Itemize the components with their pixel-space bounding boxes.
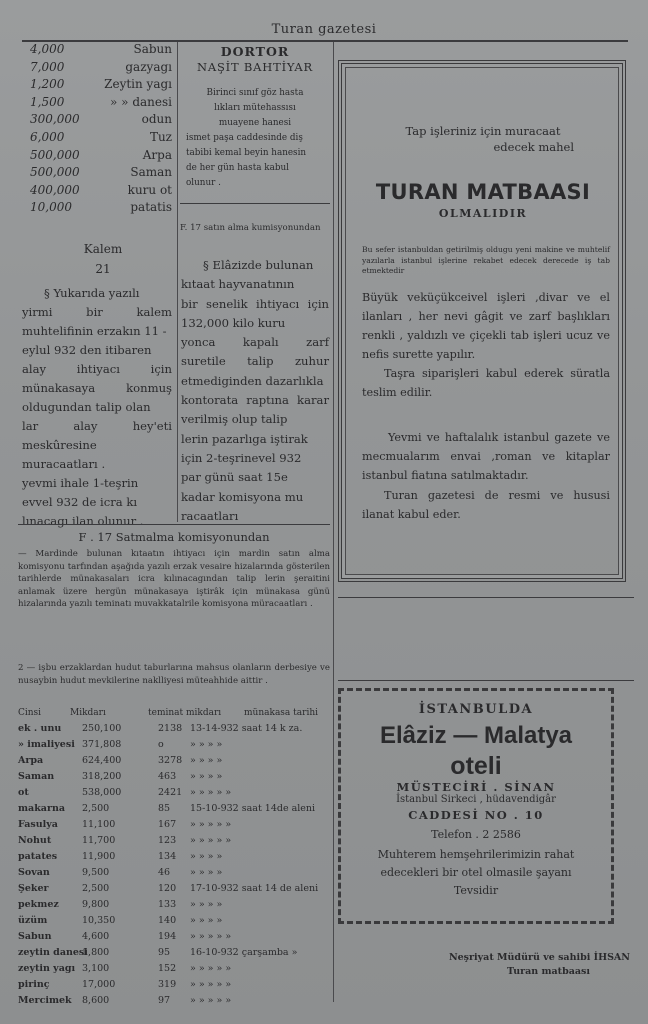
price-amount: 300,000 [30,112,80,127]
table-cell-tarih: » » » » [190,755,223,766]
price-item: Tuz [149,130,172,144]
table-cell-mikdar: 2,500 [82,803,110,814]
f17a-heading: F. 17 satın alma kumisyonundan [180,223,321,233]
kalem-line: § Yukarıda yazılı [44,286,140,300]
table-cell-cinsi: Sovan [18,867,50,878]
hotel-phone: Telefon . 2 2586 [431,828,521,841]
doctor-rule [180,203,330,204]
price-row [22,42,174,59]
table-cell-cinsi: ek . unu [18,723,62,734]
section-rule [18,524,330,525]
table-cell-cinsi: Şeker [18,883,49,894]
table-cell-mikdar: 11,700 [82,835,116,846]
table-cell-cinsi: patates [18,851,58,862]
table-cell-mikdar: 4,600 [82,931,110,942]
f17a-line: § Elâzizde bulunan [203,258,314,272]
doctor-name: NAŞİT BAHTİYAR [197,60,313,74]
price-amount: 500,000 [30,147,80,162]
table-row [18,803,330,818]
table-row [18,963,330,978]
table-row [18,931,330,946]
table-cell-teminat: 97 [158,995,171,1006]
table-cell-cinsi: » imaliyesi [18,739,75,750]
table-cell-teminat: 134 [158,851,177,862]
hotel-address-1: İstanbul Sirkeci , hüdavendigâr [396,794,556,805]
table-cell-tarih: » » » » » [190,963,232,974]
table-cell-tarih: 17-10-932 saat 14 de aleni [190,883,319,894]
table-row [18,739,330,754]
hotel-owner: MÜSTECİRİ . SİNAN [396,780,556,794]
doctor-line: muayene hanesi [218,118,292,128]
column-divider-middle [333,42,334,1002]
table-cell-teminat: 95 [158,947,171,958]
price-item: odun [141,112,172,127]
table-cell-tarih: » » » » [190,851,223,862]
table-cell-cinsi: makarna [18,803,66,814]
table-cell-mikdar: 371,808 [82,739,122,750]
f17a-line: kadar komisyona mu [181,489,304,504]
price-amount: 4,000 [30,42,65,56]
table-cell-mikdar: 2,500 [82,883,110,894]
table-cell-teminat: o [158,739,164,750]
table-cell-teminat: 319 [158,979,177,990]
matbaa-sub: OLMALIDIR [438,207,528,220]
table-cell-mikdar: 11,100 [82,819,116,830]
table-cell-teminat: 3278 [158,755,183,766]
table-row [18,755,330,770]
table-cell-tarih: » » » » [190,915,223,926]
table-cell-mikdar: 10,350 [82,915,116,926]
price-item: kuru ot [127,182,172,197]
price-amount: 7,000 [30,59,65,74]
kalem-notice [22,284,172,531]
table-cell-tarih: » » » » [190,739,223,750]
f17a-line: bir senelik ihtiyacı için 132,000 kilo kuru [181,296,329,330]
f17a-line: kontorata raptına karar verilmiş olup talip [181,393,329,427]
table-cell-mikdar: 17,000 [82,979,116,990]
matbaa-paragraph-4: Turan gazetesi de resmi ve hususi ilanat kabul eder. [362,489,610,521]
table-cell-cinsi: Mercimek [18,995,72,1006]
price-row [22,165,174,182]
table-cell-tarih: » » » » [190,899,223,910]
table-cell-tarih: » » » » » [190,931,232,942]
table-row [18,995,330,1010]
table-cell-teminat: 194 [158,931,177,942]
f17a-line: par günü saat 15e [181,470,288,485]
table-cell-mikdar: 9,500 [82,867,110,878]
table-cell-cinsi: Fasulya [18,819,58,830]
table-cell-tarih: » » » » [190,867,223,878]
newspaper-title: Turan gazetesi [271,22,377,37]
table-cell-cinsi: Sabun [18,931,52,942]
table-row [18,979,330,994]
table-row [18,819,330,834]
right-rule-1 [338,597,634,598]
table-cell-mikdar: 538,000 [82,787,122,798]
table-cell-tarih: » » » » » [190,995,232,1006]
matbaa-name: TURAN MATBAASI [375,180,591,204]
table-cell-teminat: 120 [158,883,177,894]
table-cell-teminat: 463 [158,771,177,782]
right-rule-2 [338,680,634,681]
hotel-oteli: oteli [450,752,502,780]
f17a-line: lerin pazarlıga iştirak [181,431,308,446]
table-row [18,883,330,898]
table-cell-teminat: 2421 [158,787,183,798]
price-amount: 6,000 [30,130,65,144]
hotel-names: Elâziz — Malatya [379,722,573,749]
table-row [18,771,330,786]
table-row [18,851,330,866]
doctor-line: tabibi kemal beyin hanesin [186,148,307,158]
table-cell-teminat: 152 [158,963,177,974]
matbaa-line-1: Tap işleriniz için muracaat [405,124,561,138]
hotel-city: İSTANBULDA [418,702,534,717]
doctor-details [182,86,328,191]
price-row [22,183,174,200]
kalem-line: lar alay hey'eti meskûresine muracaatları . [22,419,172,471]
price-row [22,112,174,129]
matbaa-paragraph-3: Yevmi ve haftalalık istanbul gazete ve mecmualarım envai ,roman ve kitaplar istanbul fiatına satılmaktadır. [362,431,610,482]
matbaa-line-2: edecek mahel [493,140,574,154]
table-cell-tarih: » » » » » [190,835,232,846]
price-row [22,77,174,94]
price-amount: 1,200 [30,77,65,92]
doctor-line: ismet paşa caddesinde diş [186,133,303,143]
price-item: Saman [130,165,172,180]
hotel-text-2: edecekleri bir otel olmasile şayanı [380,866,572,879]
table-row [18,723,330,738]
kalem-line: alay ihtiyacı için münakasaya konmuş oldugundan talip olan [22,362,172,414]
price-amount: 10,000 [30,200,72,215]
price-item: Zeytin yagı [104,77,172,92]
table-cell-cinsi: ot [18,787,29,798]
price-row [22,60,174,77]
table-cell-tarih: 15-10-932 saat 14de aleni [190,803,316,814]
price-amount: 400,000 [30,182,80,197]
column-header: münakasa tarihi [244,708,318,718]
kalem-heading: Kalem [83,242,123,256]
table-row [18,835,330,850]
table-row [18,867,330,882]
kalem-line: evvel 932 de icra kı [22,495,138,509]
hotel-text-3: Tevsidir [453,884,499,897]
table-cell-teminat: 46 [158,867,171,878]
price-item: Sabun [133,42,172,56]
table-cell-teminat: 167 [158,819,177,830]
column-header: Mikdarı [70,708,106,718]
table-cell-teminat: 123 [158,835,177,846]
doctor-line: de her gün hasta kabul [186,163,289,173]
table-cell-mikdar: 318,200 [82,771,122,782]
doctor-line: lıkları mütehassısı [214,103,296,113]
table-cell-mikdar: 8,600 [82,995,110,1006]
table-cell-teminat: 85 [158,803,171,814]
table-cell-cinsi: pirinç [18,979,50,990]
table-cell-cinsi: üzüm [18,915,48,926]
table-cell-cinsi: Arpa [18,755,44,766]
table-cell-teminat: 140 [158,915,177,926]
column-divider-left [177,42,178,522]
doctor-line: olunur . [186,178,221,188]
table-row [18,787,330,802]
price-item: patatis [130,200,172,215]
column-header: teminat mikdarı [148,708,222,718]
f17a-line: racaatları [181,508,239,523]
price-row [22,148,174,165]
table-cell-mikdar: 3,100 [82,963,110,974]
table-cell-tarih: » » » » » [190,787,232,798]
f17a-notice [181,256,329,526]
table-header [18,708,330,722]
table-cell-cinsi: Saman [18,771,55,782]
matbaa-paragraph-2: Taşra siparişleri kabul ederek süratla teslim edilir. [362,367,610,399]
table-cell-cinsi: zeytin yagı [18,963,76,974]
table-cell-mikdar: 250,100 [82,723,122,734]
table-cell-tarih: » » » » » [190,979,232,990]
hotel-text-1: Muhterem hemşehrilerimizin rahat [377,848,575,861]
kalem-line: yirmi bir kalem muhtelifinin erzakın 11 - [22,305,172,338]
hotel-address-2: CADDESİ NO . 10 [408,808,544,822]
price-row [22,200,174,217]
table-cell-tarih: » » » » [190,771,223,782]
table-cell-cinsi: pekmez [18,899,59,910]
f17b-heading: F . 17 Satmalma komisyonundan [78,530,270,544]
price-amount: 1,500 [30,94,65,109]
doctor-line: Birinci sınıf göz hasta [206,88,304,98]
kalem-number: 21 [95,262,111,276]
table-cell-teminat: 133 [158,899,177,910]
table-row [18,947,330,962]
column-header: Cinsi [18,708,42,718]
price-item: » » danesi [110,94,172,109]
table-cell-teminat: 2138 [158,723,183,734]
table-cell-cinsi: zeytin danesi [18,947,88,958]
doctor-title: DORTOR [220,44,290,59]
table-row [18,899,330,914]
f17b-paragraph-2: 2 — işbu erzaklardan hudut taburlarına mahsus olanların derbesiye ve nusaybin hudut mevkilerine naklliyesi müteahhide aittir . [18,663,330,686]
matbaa-small-text: Bu sefer istanbuldan getirilmiş oldugu yeni makine ve muhtelif yazılarla istanbul işlerine rekabet edecek derecede iş tab etmektedir [362,245,610,275]
kalem-line: yevmi ihale 1-teşrin [22,476,139,490]
table-cell-tarih: » » » » » [190,819,232,830]
price-row [22,95,174,112]
kalem-line: lınacagı ilan olunur . [22,514,144,528]
table-cell-mikdar: 1,800 [82,947,110,958]
f17a-line: kıtaat hayvanatının [181,277,295,292]
table-cell-tarih: 13-14-932 saat 14 k za. [190,723,303,734]
price-item: Arpa [142,147,172,162]
f17a-line: yonca kapalı zarf suretile talip zuhur etmediginden dazarlıkla [181,335,329,388]
f17a-line: için 2-teşrinevel 932 [181,450,302,465]
f17b-paragraph-1: — Mardinde bulunan kıtaatın ihtiyacı için mardin satın alma komisyonu tarfından aşağıda yazılı erzak vesaire hizalarında gösterilen tarihlerde münakasaları icra kılınacagından talip lerin şeraitini anlamak üzere hergün münakasaya iştirâk için münakasa günü hizalarında yazılı teminatı muvakkatalrile komisyona müracaatları . [18,549,330,609]
matbaa-paragraph-1: Büyük veküçükceivel işleri ,divar ve el ilanları , her nevi gâgit ve zarf başlıkları renkli , yaldızlı ve çiçekli tab işleri ucuz ve nefis surette yapılır. [362,291,610,361]
table-cell-mikdar: 624,400 [82,755,122,766]
price-item: gazyagı [125,59,172,74]
footer-press: Turan matbaası [507,966,590,977]
kalem-line: eylul 932 den itibaren [22,343,152,357]
footer-publisher: Neşriyat Müdürü ve sahibi İHSAN [448,952,630,963]
price-amount: 500,000 [30,165,80,180]
table-cell-tarih: 16-10-932 çarşamba » [190,947,298,958]
table-cell-cinsi: Nohut [18,835,52,846]
table-cell-mikdar: 11,900 [82,851,116,862]
price-row [22,130,174,147]
table-row [18,915,330,930]
table-cell-mikdar: 9,800 [82,899,110,910]
